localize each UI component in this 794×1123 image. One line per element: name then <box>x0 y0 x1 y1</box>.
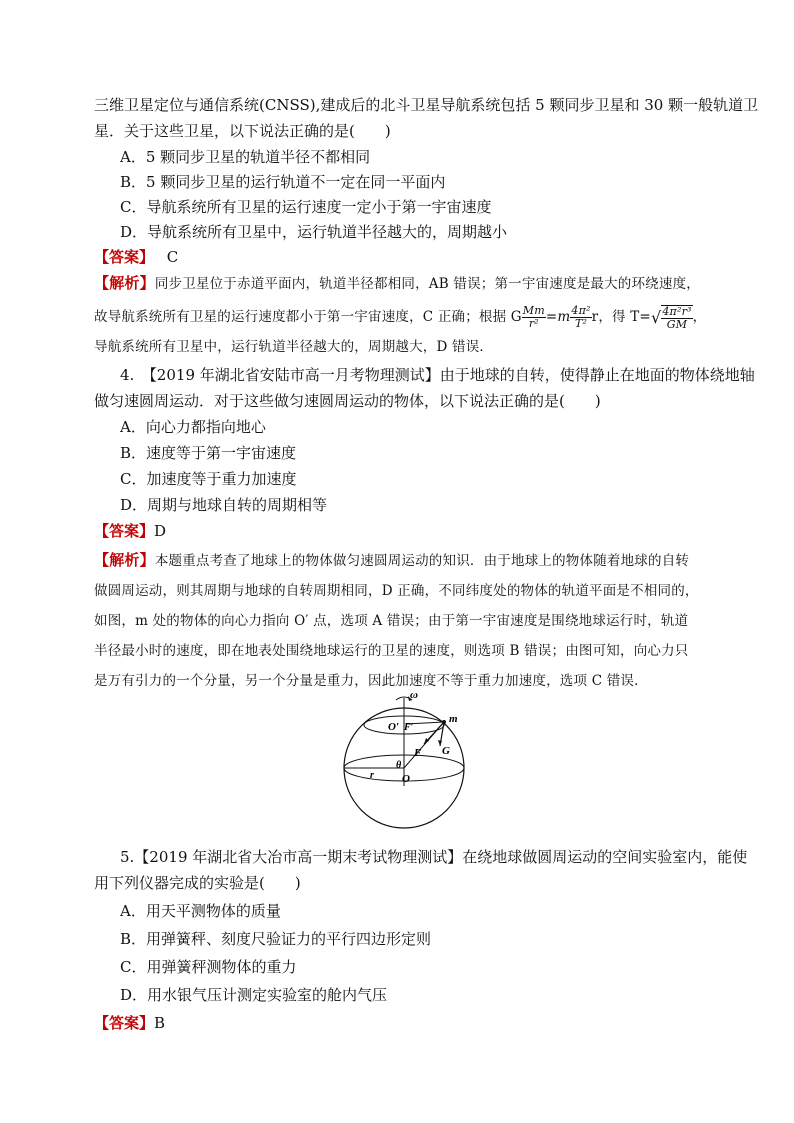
answer-label: 【答案】 <box>94 248 155 266</box>
formula-fraction-centripetal: $\frac{\text{4π²}}{\text{T²}}$ <box>571 304 591 330</box>
q5-option-a: A．用天平测物体的质量 <box>120 902 281 920</box>
q4-option-d: D．周期与地球自转的周期相等 <box>120 496 328 514</box>
q4-analysis-line3: 如图，m 处的物体的向心力指向 O′ 点，选项 A 错误；由于第一宇宙速度是围绕地球运行时，轨道 <box>94 613 689 629</box>
label-omega: ω <box>410 689 418 701</box>
label-f: F <box>414 747 422 759</box>
q4-option-b: B．速度等于第一宇宙速度 <box>120 444 297 462</box>
q3-stem-line1: 三维卫星定位与通信系统(CNSS),建成后的北斗卫星导航系统包括 5 颗同步卫星和 30 颗一般轨道卫 <box>94 96 759 114</box>
q3-option-d: D．导航系统所有卫星中，运行轨道半径越大的，周期越小 <box>120 223 508 241</box>
q3-analysis-text2-end: ， <box>692 309 707 325</box>
q5-stem-line2: 用下列仪器完成的实验是( ) <box>94 874 301 892</box>
q5-stem-line1: 5.【2019 年湖北省大冶市高一期末考试物理测试】在绕地球做圆周运动的空间实验室内，能使 <box>120 848 748 866</box>
label-o-prime: O′ <box>388 721 400 733</box>
q3-answer-value: C <box>166 248 179 266</box>
q3-analysis-text1: 同步卫星位于赤道平面内，轨道半径都相同，AB 错误；第一宇宙速度是最大的环绕速度， <box>154 276 700 292</box>
label-m: m <box>449 713 458 725</box>
formula-sqrt-fraction: $\frac{\text{4π²r³}}{GM}$ <box>662 304 692 331</box>
q4-analysis-line5: 是万有引力的一个分量，另一个分量是重力，因此加速度不等于重力加速度，选项 C 错误． <box>94 673 648 689</box>
analysis-label: 【解析】 <box>94 274 155 292</box>
q4-option-c: C．加速度等于重力加速度 <box>120 470 297 488</box>
earth-rotation-diagram <box>340 686 470 836</box>
q3-analysis-line3: 导航系统所有卫星中，运行轨道半径越大的，周期越大，D 错误． <box>94 339 494 355</box>
q5-answer <box>94 1012 165 1034</box>
q4-analysis-line1 <box>94 549 689 572</box>
sqrt-sign: √ <box>650 307 662 327</box>
answer-label: 【答案】 <box>94 1014 155 1032</box>
label-g: G <box>442 745 450 757</box>
q3-option-c: C．导航系统所有卫星的运行速度一定小于第一宇宙速度 <box>120 198 492 216</box>
q3-analysis-text2a: 故导航系统所有卫星的运行速度都小于第一宇宙速度，C 正确；根据 G <box>94 309 522 325</box>
answer-label: 【答案】 <box>94 522 155 540</box>
q5-option-b: B．用弹簧秤、刻度尺验证力的平行四边形定则 <box>120 930 432 948</box>
q3-analysis-line1 <box>94 272 700 295</box>
q4-analysis-line2: 做圆周运动，则其周期与地球的自转周期相同，D 正确，不同纬度处的物体的轨道平面是不相同的， <box>94 583 699 599</box>
q3-analysis-text2b: r，得 T= <box>591 309 651 325</box>
q4-stem-line1: 4. 【2019 年湖北省安陆市高一月考物理测试】由于地球的自转，使得静止在地面的物体绕地轴 <box>120 366 755 384</box>
q4-stem-line2: 做匀速圆周运动．对于这些做匀速圆周运动的物体，以下说法正确的是( ) <box>94 392 601 410</box>
q5-answer-value: B <box>154 1014 166 1032</box>
q4-option-a: A．向心力都指向地心 <box>120 418 266 436</box>
q4-answer-value: D <box>154 522 167 540</box>
analysis-label: 【解析】 <box>94 551 155 569</box>
label-r: r <box>370 770 374 781</box>
q4-answer <box>94 520 166 542</box>
formula-equals-m: =m <box>545 309 571 325</box>
q3-stem-line2: 星．关于这些卫星，以下说法正确的是( ) <box>94 122 391 140</box>
q3-option-a: A．5 颗同步卫星的轨道半径不都相同 <box>120 148 371 166</box>
q4-analysis-text1: 本题重点考查了地球上的物体做匀速圆周运动的知识．由于地球上的物体随着地球的自转 <box>154 553 690 569</box>
label-f-prime: F′ <box>404 722 414 733</box>
formula-fraction-gravity: $\frac{Mm}{\text{r²}}$ <box>522 304 545 330</box>
q5-option-c: C．用弹簧秤测物体的重力 <box>120 958 297 976</box>
point-m <box>442 720 446 724</box>
q5-option-d: D．用水银气压计测定实验室的舱内气压 <box>120 986 388 1004</box>
q3-option-b: B．5 颗同步卫星的运行轨道不一定在同一平面内 <box>120 173 446 191</box>
label-theta: θ <box>396 760 402 771</box>
q4-analysis-line4: 半径最小时的速度，即在地表处围绕地球运行的卫星的速度，则选项 B 错误；由图可知，向心力只 <box>94 643 689 659</box>
q3-answer <box>94 246 178 268</box>
label-o: O <box>402 773 410 785</box>
q3-analysis-line2 <box>94 302 706 332</box>
